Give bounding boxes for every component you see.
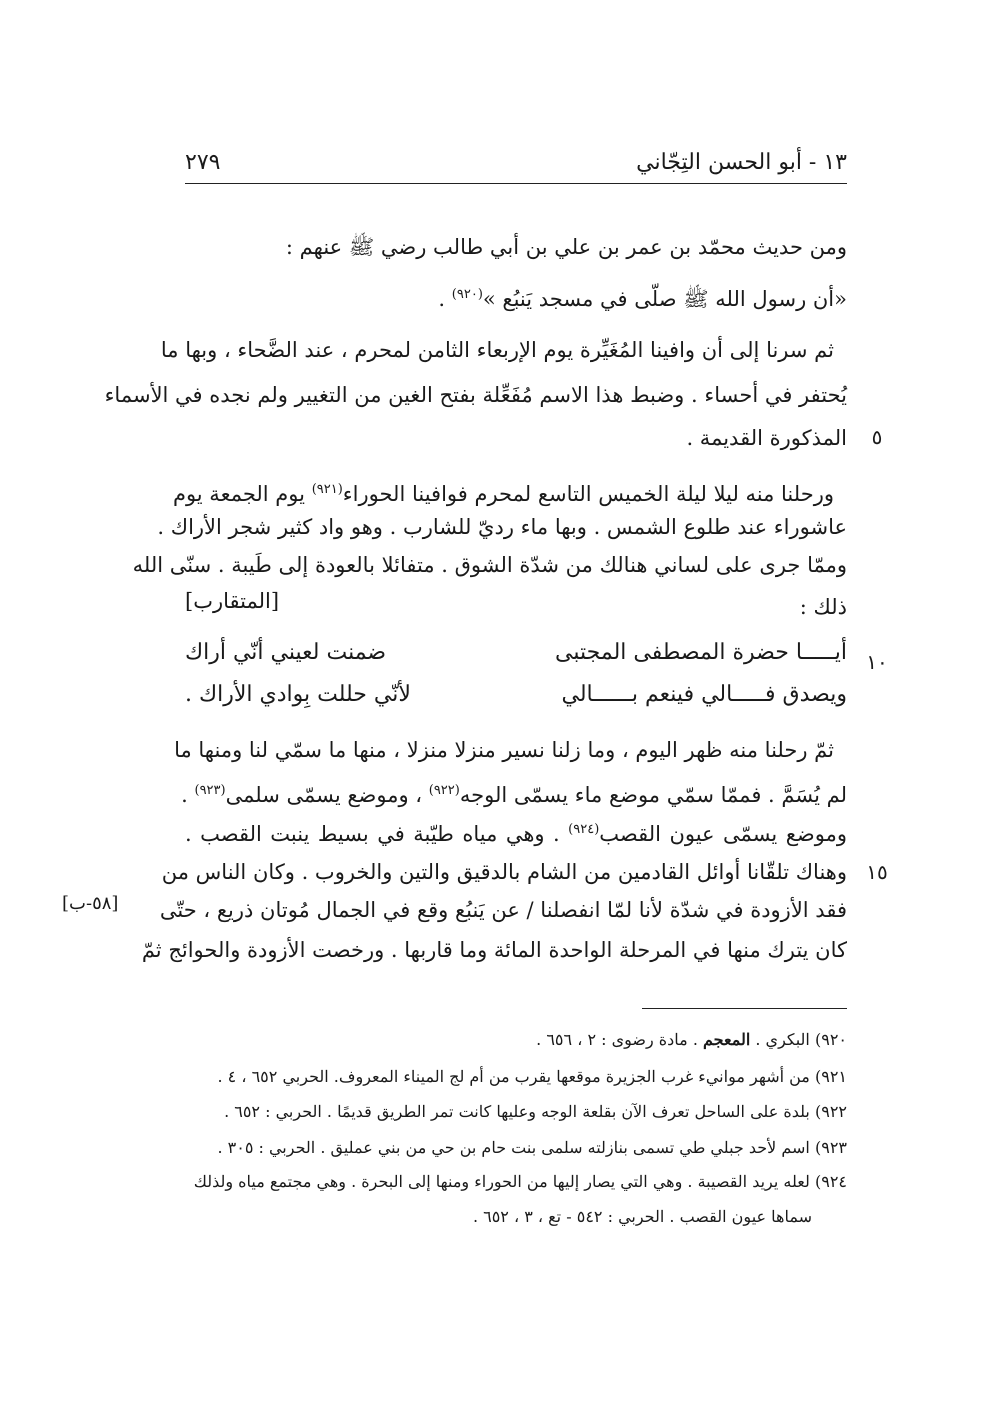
footnote: ٩٢٣) اسم لأحد جبلي طي تسمى بنازلته سلمى بنت حام بن حي من بني عمليق . الحربي : ٣٠٥ . <box>217 1138 847 1157</box>
footnote-number: ٩٢٤) <box>814 1172 847 1191</box>
text-line: المذكورة القديمة . <box>686 426 847 450</box>
line-number: ٥ <box>871 425 883 449</box>
footnote-number: ٩٢٠) <box>814 1030 847 1049</box>
footnote: ٩٢٢) بلدة على الساحل تعرف الآن بقلعة الوجه وعليها كانت تمر الطريق قديمًا . الحربي : ٦٥٢ . <box>224 1102 847 1121</box>
text-line: لم يُسَمَّ . فممّا سمّي موضع ماء يسمّى الوجه$^{(٩٢٢)}$ ، وموضع يسمّى سلمى$^{(٩٢٣)}$ . <box>181 783 847 807</box>
text-line: ورحلنا منه ليلا ليلة الخميس التاسع لمحرم فوافينا الحوراء$^{(٩٢١)}$ يوم الجمعة يوم <box>172 482 834 506</box>
header-rule <box>185 183 847 184</box>
text-line: ثمّ رحلنا منه ظهر اليوم ، وما زلنا نسير منزلا منزلا ، منها ما سمّي لنا ومنها ما <box>174 738 834 762</box>
footnote-number: ٩٢١) <box>814 1067 847 1086</box>
footnote-ref: (٩٢٢) <box>428 783 460 798</box>
footnote-rule <box>642 1008 847 1009</box>
text-line: عاشوراء عند طلوع الشمس . وبها ماء رديّ للشارب . وهو واد كثير شجر الأراك . <box>157 515 847 539</box>
footnote-ref: (٩٢٤) <box>568 822 600 837</box>
verse-hemistich: لأنّي حللت بِوادي الأراك . <box>185 682 411 707</box>
footnote: ٩٢٠) البكري . المعجم . مادة رضوى : ٢ ، ٦٥٦ . <box>536 1030 847 1049</box>
page-number: ٢٧٩ <box>185 150 221 175</box>
text-line: وهناك تلقّانا أوائل القادمين من الشام بالدقيق والتين والخروب . وكان الناس من <box>161 860 847 884</box>
footnote-continuation: سماها عيون القصب . الحربي : ٥٤٢ - تع ، ٣ ، ٦٥٢ . <box>472 1207 812 1226</box>
footnote-ref: (٩٢٠) <box>451 287 483 302</box>
footnote-ref: (٩٢٣) <box>194 783 226 798</box>
text-line: «أن رسول الله ﷺ صلّى في مسجد يَنبُع »$^{(٩٢٠)}$ . <box>438 287 847 311</box>
line-number: ١٠ <box>866 650 888 674</box>
text-line: ثم سرنا إلى أن وافينا المُغَيِّرة يوم الإربعاء الثامن لمحرم ، عند الضَّحاء ، وبها ما <box>160 338 834 362</box>
footnote-ref: (٩٢١) <box>311 482 343 497</box>
footnote-number: ٩٢٢) <box>814 1102 847 1121</box>
running-header <box>185 150 847 190</box>
footnote: ٩٢٤) لعله يريد القصيبة . وهي التي يصار إليها من الحوراء ومنها إلى البحرة . وهي مجتمع مياه ولذلك <box>193 1172 847 1191</box>
margin-folio-note: [٥٨-ب] <box>62 893 119 914</box>
text-line: وموضع يسمّى عيون القصب$^{(٩٢٤)}$ . وهي مياه طيّبة في بسيط ينبت القصب . <box>185 822 847 846</box>
text-line: يُحتفر في أحساء . وضبط هذا الاسم مُفَعِّلة بفتح الغين من التغيير ولم نجده في الأسماء <box>104 383 847 407</box>
text-line: فقد الأزودة في شدّة لأنا لمّا انفصلنا / عن يَنبُع وقع في الجمال مُوتان ذريع ، حتّى <box>159 898 847 922</box>
text-line: وممّا جرى على لساني هنالك من شدّة الشوق . متفائلا بالعودة إلى طَيبة . سنّى الله <box>132 553 847 577</box>
meter-label: [المتقارب] <box>185 589 280 613</box>
text-line: ومن حديث محمّد بن عمر بن علي بن أبي طالب رضي ﷺ عنهم : <box>285 235 847 259</box>
verse-hemistich: أيـــــا حضرة المصطفى المجتبى <box>555 640 847 665</box>
line-number: ١٥ <box>866 860 888 884</box>
text-line: كان يترك منها في المرحلة الواحدة المائة وما قاربها . ورخصت الأزودة والحوائج ثمّ <box>141 938 847 962</box>
footnote-number: ٩٢٣) <box>814 1138 847 1157</box>
verse-hemistich: ضمنت لعيني أنّي أراك <box>185 640 387 665</box>
text-line: ذلك : <box>799 595 847 619</box>
verse-hemistich: ويصدق فـــــالي فينعم بــــــالي <box>561 682 847 707</box>
chapter-title: ١٣ - أبو الحسن التِجّاني <box>636 150 847 175</box>
footnote: ٩٢١) من أشهر موانيء غرب الجزيرة موقعها يقرب من أم لج الميناء المعروف. الحربي ٦٥٢ ، ٤ . <box>217 1067 847 1086</box>
